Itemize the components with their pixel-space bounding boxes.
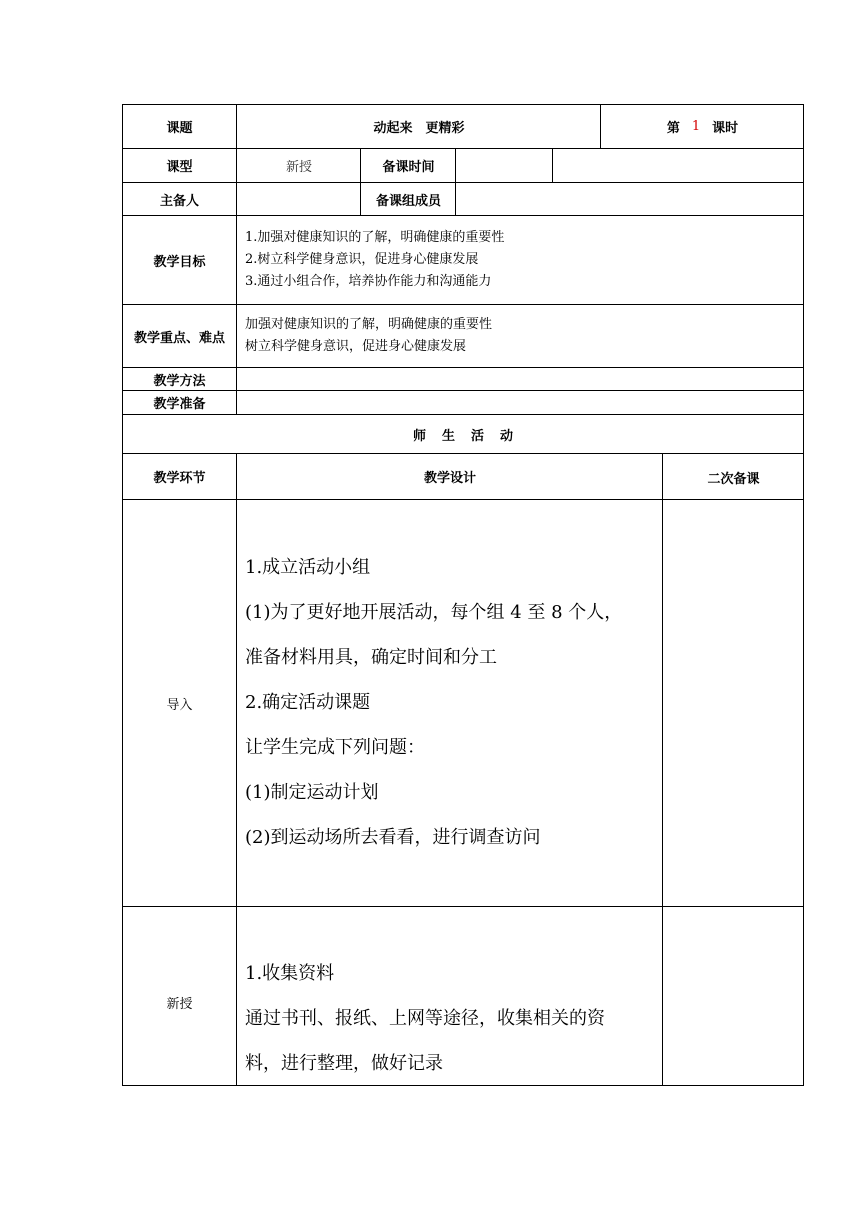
- prep-time-label: 备课时间: [382, 160, 435, 175]
- members-value: [456, 183, 804, 215]
- lead-label: 主备人: [159, 193, 199, 209]
- prep-time-value: [456, 149, 553, 182]
- second-prep-cell: [663, 907, 804, 1085]
- goals-label: 教学目标: [153, 254, 206, 270]
- design-line: (1)为了更好地开展活动，每个组 4 至 8 个人，: [245, 602, 623, 623]
- topic-value: 动起来 更精彩: [373, 121, 465, 136]
- second-prep-cell: [663, 500, 804, 906]
- lesson-plan-table: [122, 104, 804, 1086]
- goal-item: 1.加强对健康知识的了解，明确健康的重要性: [245, 230, 505, 245]
- activity-heading-char: 动: [500, 428, 514, 444]
- type-value: 新授: [285, 160, 312, 175]
- key-points-label: 教学重点、难点: [133, 330, 225, 346]
- goals-list: [245, 227, 795, 293]
- preparation-value: [237, 391, 804, 414]
- key-points-list: [245, 314, 795, 358]
- key-point-item: 加强对健康知识的了解，明确健康的重要性: [245, 317, 493, 332]
- design-line: (2)到运动场所去看看，进行调查访问: [245, 827, 541, 848]
- design-cell: [245, 545, 655, 860]
- type-label: 课型: [166, 160, 193, 175]
- lesson-prefix: 第: [666, 121, 680, 136]
- design-line: 2.确定活动课题: [245, 692, 371, 713]
- preparation-label: 教学准备: [153, 397, 206, 412]
- activity-heading-char: 生: [441, 428, 455, 444]
- key-point-item: 树立科学健身意识，促进身心健康发展: [245, 339, 467, 354]
- design-line: 准备材料用具，确定时间和分工: [245, 647, 497, 668]
- stage-cell: 新授: [166, 996, 193, 1012]
- column-header-design: 教学设计: [423, 471, 476, 486]
- stage-cell: 导入: [166, 697, 193, 713]
- lesson-suffix: 课时: [712, 121, 739, 136]
- method-label: 教学方法: [153, 373, 206, 389]
- activity-heading-char: 活: [471, 428, 485, 444]
- column-header-stage: 教学环节: [153, 471, 206, 486]
- method-value: [237, 368, 804, 390]
- lesson-count: [601, 104, 804, 149]
- design-line: 通过书刊、报纸、上网等途径，收集相关的资: [245, 1008, 605, 1029]
- lead-value: [237, 183, 361, 215]
- activity-heading-char: 师: [412, 428, 426, 444]
- design-line: 1.收集资料: [245, 963, 335, 984]
- topic-label: 课题: [166, 121, 193, 136]
- column-header-second-prep: 二次备课: [707, 472, 760, 487]
- members-label: 备课组成员: [375, 193, 441, 209]
- goal-item: 3.通过小组合作，培养协作能力和沟通能力: [245, 274, 492, 289]
- design-line: 让学生完成下列问题：: [245, 737, 425, 758]
- activity-heading: [122, 415, 804, 453]
- design-line: (1)制定运动计划: [245, 782, 379, 803]
- design-line: 料，进行整理，做好记录: [245, 1053, 443, 1074]
- goal-item: 2.树立科学健身意识，促进身心健康发展: [245, 252, 479, 267]
- design-cell: [245, 951, 655, 1086]
- design-line: 1.成立活动小组: [245, 557, 371, 578]
- lesson-number: 1: [691, 119, 701, 134]
